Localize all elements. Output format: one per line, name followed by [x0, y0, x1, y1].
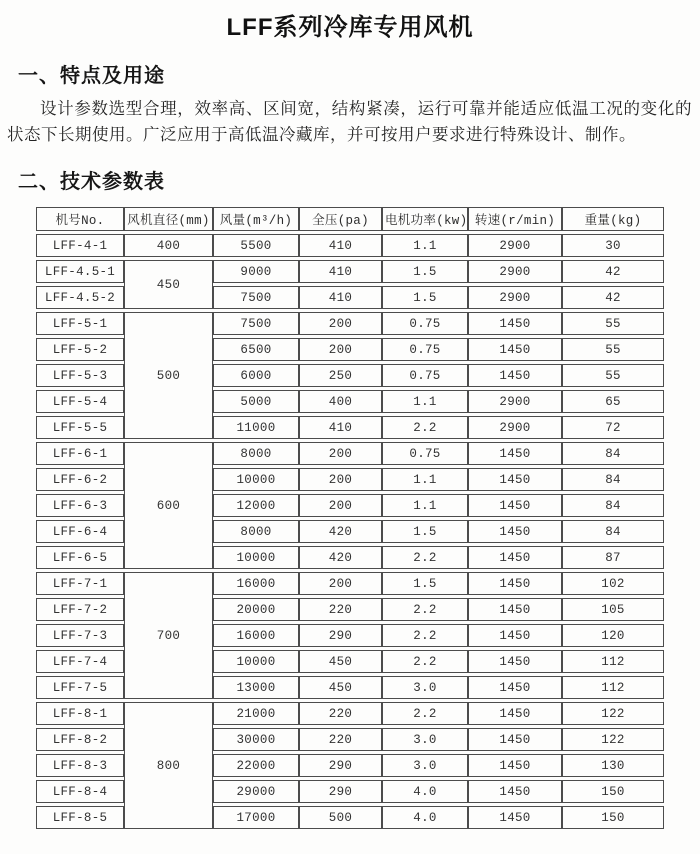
value-cell: 13000	[213, 676, 299, 699]
model-cell: LFF-4-1	[36, 234, 124, 257]
value-cell: 290	[299, 754, 382, 777]
value-cell: 1.1	[382, 234, 468, 257]
value-cell: 8000	[213, 520, 299, 543]
value-cell: 1450	[468, 598, 562, 621]
value-cell: 12000	[213, 494, 299, 517]
value-cell: 220	[299, 728, 382, 751]
model-cell: LFF-7-5	[36, 676, 124, 699]
value-cell: 84	[562, 520, 664, 543]
model-cell: LFF-8-4	[36, 780, 124, 803]
table-row	[36, 572, 664, 595]
value-cell: 72	[562, 416, 664, 439]
value-cell: 150	[562, 806, 664, 829]
table-row	[36, 312, 664, 335]
value-cell: 1450	[468, 442, 562, 465]
value-cell: 220	[299, 598, 382, 621]
value-cell: 2900	[468, 260, 562, 283]
column-header: 风量(m³/h)	[213, 207, 299, 231]
value-cell: 7500	[213, 286, 299, 309]
model-cell: LFF-5-1	[36, 312, 124, 335]
value-cell: 11000	[213, 416, 299, 439]
value-cell: 0.75	[382, 442, 468, 465]
table-row	[36, 442, 664, 465]
value-cell: 410	[299, 286, 382, 309]
value-cell: 1450	[468, 572, 562, 595]
value-cell: 1.5	[382, 520, 468, 543]
value-cell: 290	[299, 624, 382, 647]
value-cell: 200	[299, 312, 382, 335]
value-cell: 30	[562, 234, 664, 257]
value-cell: 1450	[468, 338, 562, 361]
value-cell: 0.75	[382, 338, 468, 361]
value-cell: 1450	[468, 312, 562, 335]
value-cell: 55	[562, 312, 664, 335]
value-cell: 10000	[213, 650, 299, 673]
value-cell: 1.1	[382, 468, 468, 491]
value-cell: 1450	[468, 624, 562, 647]
value-cell: 1450	[468, 728, 562, 751]
section-heading-specs: 二、技术参数表	[18, 171, 165, 193]
table-row	[36, 702, 664, 725]
column-header: 转速(r/min)	[468, 207, 562, 231]
value-cell: 10000	[213, 468, 299, 491]
column-header: 重量(kg)	[562, 207, 664, 231]
value-cell: 1450	[468, 468, 562, 491]
value-cell: 1.1	[382, 390, 468, 413]
features-paragraph: 设计参数选型合理，效率高、区间宽，结构紧凑，运行可靠并能适应低温工况的变化的状态下长期使用。广泛应用于高低温冷藏库，并可按用户要求进行特殊设计、制作。	[7, 100, 692, 144]
value-cell: 1450	[468, 676, 562, 699]
model-cell: LFF-7-2	[36, 598, 124, 621]
value-cell: 4.0	[382, 780, 468, 803]
value-cell: 2900	[468, 234, 562, 257]
diameter-cell: 400	[124, 234, 213, 257]
value-cell: 42	[562, 260, 664, 283]
value-cell: 2.2	[382, 546, 468, 569]
value-cell: 250	[299, 364, 382, 387]
value-cell: 2.2	[382, 702, 468, 725]
value-cell: 102	[562, 572, 664, 595]
diameter-cell: 450	[124, 260, 213, 309]
value-cell: 1450	[468, 494, 562, 517]
value-cell: 200	[299, 572, 382, 595]
value-cell: 1450	[468, 780, 562, 803]
value-cell: 400	[299, 390, 382, 413]
value-cell: 220	[299, 702, 382, 725]
value-cell: 21000	[213, 702, 299, 725]
value-cell: 17000	[213, 806, 299, 829]
model-cell: LFF-6-1	[36, 442, 124, 465]
value-cell: 2.2	[382, 416, 468, 439]
value-cell: 130	[562, 754, 664, 777]
value-cell: 112	[562, 650, 664, 673]
value-cell: 84	[562, 494, 664, 517]
value-cell: 84	[562, 442, 664, 465]
value-cell: 1450	[468, 702, 562, 725]
value-cell: 105	[562, 598, 664, 621]
value-cell: 200	[299, 494, 382, 517]
model-cell: LFF-6-5	[36, 546, 124, 569]
value-cell: 1450	[468, 364, 562, 387]
value-cell: 420	[299, 546, 382, 569]
value-cell: 7500	[213, 312, 299, 335]
column-header: 机号No.	[36, 207, 124, 231]
section-heading-features: 一、特点及用途	[18, 65, 165, 87]
diameter-cell: 800	[124, 702, 213, 829]
value-cell: 1.1	[382, 494, 468, 517]
value-cell: 5000	[213, 390, 299, 413]
model-cell: LFF-8-3	[36, 754, 124, 777]
value-cell: 500	[299, 806, 382, 829]
value-cell: 4.0	[382, 806, 468, 829]
table-row	[36, 234, 664, 257]
page-title: LFF系列冷库专用风机	[226, 14, 474, 41]
model-cell: LFF-8-5	[36, 806, 124, 829]
value-cell: 55	[562, 338, 664, 361]
value-cell: 112	[562, 676, 664, 699]
value-cell: 410	[299, 416, 382, 439]
model-cell: LFF-4.5-1	[36, 260, 124, 283]
value-cell: 450	[299, 676, 382, 699]
model-cell: LFF-7-3	[36, 624, 124, 647]
value-cell: 2.2	[382, 650, 468, 673]
value-cell: 42	[562, 286, 664, 309]
value-cell: 55	[562, 364, 664, 387]
value-cell: 16000	[213, 624, 299, 647]
value-cell: 1450	[468, 520, 562, 543]
value-cell: 16000	[213, 572, 299, 595]
value-cell: 1450	[468, 546, 562, 569]
diameter-cell: 600	[124, 442, 213, 569]
value-cell: 65	[562, 390, 664, 413]
value-cell: 200	[299, 468, 382, 491]
value-cell: 0.75	[382, 364, 468, 387]
table-row	[36, 260, 664, 283]
value-cell: 2900	[468, 416, 562, 439]
value-cell: 200	[299, 442, 382, 465]
column-header: 电机功率(kw)	[382, 207, 468, 231]
value-cell: 22000	[213, 754, 299, 777]
value-cell: 3.0	[382, 676, 468, 699]
value-cell: 2900	[468, 390, 562, 413]
model-cell: LFF-6-2	[36, 468, 124, 491]
value-cell: 122	[562, 728, 664, 751]
value-cell: 1.5	[382, 286, 468, 309]
spec-table	[36, 204, 664, 832]
spec-table-body	[36, 234, 664, 829]
value-cell: 150	[562, 780, 664, 803]
model-cell: LFF-8-1	[36, 702, 124, 725]
value-cell: 20000	[213, 598, 299, 621]
model-cell: LFF-7-1	[36, 572, 124, 595]
value-cell: 84	[562, 468, 664, 491]
model-cell: LFF-7-4	[36, 650, 124, 673]
model-cell: LFF-5-5	[36, 416, 124, 439]
diameter-cell: 500	[124, 312, 213, 439]
value-cell: 1.5	[382, 260, 468, 283]
value-cell: 290	[299, 780, 382, 803]
model-cell: LFF-6-3	[36, 494, 124, 517]
value-cell: 122	[562, 702, 664, 725]
column-header: 风机直径(mm)	[124, 207, 213, 231]
value-cell: 8000	[213, 442, 299, 465]
value-cell: 450	[299, 650, 382, 673]
column-header: 全压(pa)	[299, 207, 382, 231]
value-cell: 0.75	[382, 312, 468, 335]
model-cell: LFF-5-2	[36, 338, 124, 361]
value-cell: 410	[299, 260, 382, 283]
value-cell: 6000	[213, 364, 299, 387]
model-cell: LFF-6-4	[36, 520, 124, 543]
diameter-cell: 700	[124, 572, 213, 699]
value-cell: 29000	[213, 780, 299, 803]
spec-table-header-row	[36, 207, 664, 231]
model-cell: LFF-5-4	[36, 390, 124, 413]
value-cell: 120	[562, 624, 664, 647]
value-cell: 410	[299, 234, 382, 257]
value-cell: 3.0	[382, 754, 468, 777]
value-cell: 5500	[213, 234, 299, 257]
value-cell: 10000	[213, 546, 299, 569]
value-cell: 1.5	[382, 572, 468, 595]
value-cell: 2900	[468, 286, 562, 309]
value-cell: 2.2	[382, 598, 468, 621]
value-cell: 1450	[468, 806, 562, 829]
value-cell: 1450	[468, 754, 562, 777]
value-cell: 1450	[468, 650, 562, 673]
value-cell: 200	[299, 338, 382, 361]
value-cell: 6500	[213, 338, 299, 361]
model-cell: LFF-8-2	[36, 728, 124, 751]
value-cell: 87	[562, 546, 664, 569]
value-cell: 3.0	[382, 728, 468, 751]
value-cell: 2.2	[382, 624, 468, 647]
value-cell: 30000	[213, 728, 299, 751]
model-cell: LFF-4.5-2	[36, 286, 124, 309]
model-cell: LFF-5-3	[36, 364, 124, 387]
value-cell: 420	[299, 520, 382, 543]
value-cell: 9000	[213, 260, 299, 283]
